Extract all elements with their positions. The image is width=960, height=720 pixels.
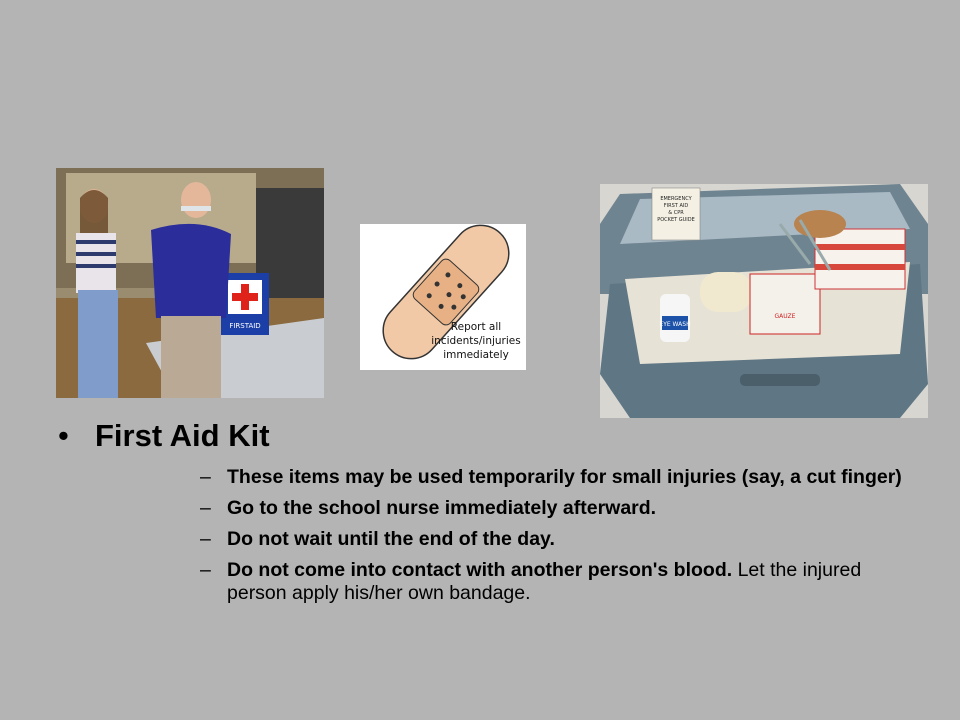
sub-bullet-bold: Do not wait until the end of the day. — [227, 528, 555, 550]
sub-bullet-bold: Do not come into contact with another person's blood. — [227, 559, 733, 581]
guide-line-2: FIRST AID — [663, 203, 689, 209]
sub-bullet-bold: These items may be used temporarily for small injuries (say, a cut finger) — [227, 466, 902, 488]
bullet-symbol: • — [58, 418, 69, 453]
dash-marker: – — [200, 497, 211, 519]
lab-students-photo — [56, 168, 324, 398]
caption-line-1: Report all — [450, 321, 502, 333]
bullet-title: First Aid Kit — [95, 418, 270, 453]
caption-line-2: incidents/injuries — [431, 335, 521, 347]
sub-bullet-bold: Go to the school nurse immediately afterward. — [227, 497, 657, 519]
sub-bullet — [200, 466, 920, 489]
sub-bullet-normal: Let the injured person apply his/her own bandage. — [227, 559, 862, 604]
main-bullet — [58, 418, 270, 454]
dash-marker: – — [200, 559, 211, 581]
sub-bullet — [200, 559, 920, 605]
dash-marker: – — [200, 466, 211, 488]
kit-box-label: FIRSTAID — [229, 322, 261, 330]
bandage-caption — [428, 320, 524, 362]
guide-line-1: EMERGENCY — [660, 196, 692, 202]
gauze-label: GAUZE — [774, 313, 796, 320]
dash-marker: – — [200, 528, 211, 550]
guide-line-4: POCKET GUIDE — [657, 217, 695, 223]
guide-line-3: & CPR — [668, 210, 684, 216]
sub-bullet — [200, 528, 920, 551]
sub-bullet — [200, 497, 920, 520]
bandage-drawing — [360, 224, 526, 370]
first-aid-kit-photo — [600, 184, 928, 418]
sub-bullet-list — [200, 466, 920, 613]
caption-line-3: immediately — [443, 349, 509, 361]
eye-wash-label: EYE WASH — [659, 321, 691, 328]
